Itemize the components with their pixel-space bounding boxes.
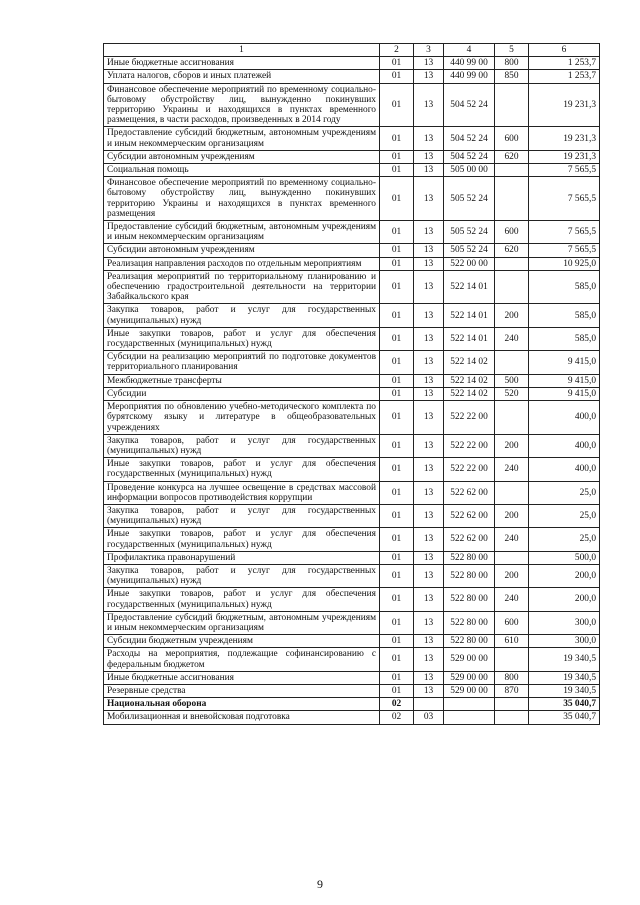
row-section-cell: 01 bbox=[380, 387, 414, 400]
page-number: 9 bbox=[317, 877, 323, 891]
row-subsection-cell: 13 bbox=[414, 150, 444, 163]
row-section-cell: 01 bbox=[380, 458, 414, 481]
row-amount-cell: 7 565,5 bbox=[529, 177, 600, 221]
row-target-article-cell: 522 14 02 bbox=[444, 387, 495, 400]
row-expense-type-cell bbox=[495, 551, 529, 564]
row-name-cell: Субсидии бюджетным учреждениям bbox=[104, 635, 380, 648]
row-amount-cell: 1 253,7 bbox=[529, 57, 600, 70]
row-target-article-cell: 504 52 24 bbox=[444, 83, 495, 127]
row-expense-type-cell bbox=[495, 270, 529, 304]
row-expense-type-cell bbox=[495, 648, 529, 671]
row-expense-type-cell: 870 bbox=[495, 684, 529, 697]
row-section-cell: 01 bbox=[380, 257, 414, 270]
row-amount-cell: 400,0 bbox=[529, 458, 600, 481]
table-row bbox=[104, 70, 600, 83]
row-name-cell: Иные закупки товаров, работ и услуг для обеспечения государственных (муниципальных) нужд bbox=[104, 327, 380, 350]
row-section-cell: 01 bbox=[380, 648, 414, 671]
row-section-cell: 01 bbox=[380, 481, 414, 504]
table-row bbox=[104, 387, 600, 400]
table-row bbox=[104, 244, 600, 257]
row-expense-type-cell: 200 bbox=[495, 564, 529, 587]
row-name-cell: Субсидии на реализацию мероприятий по подготовке документов территориального планирования bbox=[104, 351, 380, 374]
row-section-cell: 01 bbox=[380, 374, 414, 387]
row-target-article-cell: 505 00 00 bbox=[444, 164, 495, 177]
table-row bbox=[104, 177, 600, 221]
row-expense-type-cell: 620 bbox=[495, 150, 529, 163]
row-expense-type-cell: 850 bbox=[495, 70, 529, 83]
row-section-cell: 01 bbox=[380, 83, 414, 127]
row-target-article-cell: 522 80 00 bbox=[444, 551, 495, 564]
table-row bbox=[104, 221, 600, 244]
row-amount-cell: 585,0 bbox=[529, 327, 600, 350]
row-amount-cell: 7 565,5 bbox=[529, 164, 600, 177]
row-subsection-cell: 13 bbox=[414, 611, 444, 634]
table-row bbox=[104, 564, 600, 587]
row-section-cell: 01 bbox=[380, 611, 414, 634]
table-row bbox=[104, 504, 600, 527]
row-section-cell: 01 bbox=[380, 528, 414, 551]
row-expense-type-cell: 500 bbox=[495, 374, 529, 387]
row-name-cell: Закупка товаров, работ и услуг для государственных (муниципальных) нужд bbox=[104, 504, 380, 527]
row-section-cell: 01 bbox=[380, 304, 414, 327]
row-subsection-cell: 13 bbox=[414, 684, 444, 697]
row-amount-cell: 400,0 bbox=[529, 401, 600, 435]
row-target-article-cell: 522 80 00 bbox=[444, 588, 495, 611]
row-expense-type-cell bbox=[495, 177, 529, 221]
row-target-article-cell: 522 80 00 bbox=[444, 611, 495, 634]
row-subsection-cell: 13 bbox=[414, 564, 444, 587]
row-target-article-cell: 522 62 00 bbox=[444, 504, 495, 527]
table-row bbox=[104, 611, 600, 634]
row-section-cell: 01 bbox=[380, 588, 414, 611]
row-expense-type-cell: 600 bbox=[495, 611, 529, 634]
row-name-cell: Предоставление субсидий бюджетным, автономным учреждениям и иным некоммерческим организациям bbox=[104, 221, 380, 244]
row-amount-cell: 585,0 bbox=[529, 304, 600, 327]
row-subsection-cell: 13 bbox=[414, 177, 444, 221]
row-section-cell: 01 bbox=[380, 434, 414, 457]
row-section-cell: 01 bbox=[380, 244, 414, 257]
table-row bbox=[104, 648, 600, 671]
row-target-article-cell: 522 62 00 bbox=[444, 528, 495, 551]
row-name-cell: Уплата налогов, сборов и иных платежей bbox=[104, 70, 380, 83]
table-row bbox=[104, 671, 600, 684]
row-subsection-cell: 13 bbox=[414, 244, 444, 257]
table-row bbox=[104, 164, 600, 177]
row-target-article-cell: 522 22 00 bbox=[444, 401, 495, 435]
row-amount-cell: 19 231,3 bbox=[529, 150, 600, 163]
row-expense-type-cell: 240 bbox=[495, 588, 529, 611]
table-row bbox=[104, 57, 600, 70]
row-subsection-cell: 13 bbox=[414, 83, 444, 127]
row-name-cell: Реализация направления расходов по отдельным мероприятиям bbox=[104, 257, 380, 270]
row-subsection-cell: 13 bbox=[414, 221, 444, 244]
row-amount-cell: 7 565,5 bbox=[529, 221, 600, 244]
table-row bbox=[104, 588, 600, 611]
row-amount-cell: 10 925,0 bbox=[529, 257, 600, 270]
row-section-cell: 01 bbox=[380, 327, 414, 350]
row-amount-cell: 300,0 bbox=[529, 635, 600, 648]
row-target-article-cell: 529 00 00 bbox=[444, 684, 495, 697]
row-name-cell: Проведение конкурса на лучшее освещение в средствах массовой информации вопросов противодействия коррупции bbox=[104, 481, 380, 504]
row-subsection-cell: 13 bbox=[414, 551, 444, 564]
row-subsection-cell: 13 bbox=[414, 127, 444, 150]
row-amount-cell: 25,0 bbox=[529, 504, 600, 527]
row-amount-cell: 19 231,3 bbox=[529, 127, 600, 150]
row-amount-cell: 35 040,7 bbox=[529, 698, 600, 711]
row-section-cell: 02 bbox=[380, 698, 414, 711]
row-section-cell: 01 bbox=[380, 551, 414, 564]
row-amount-cell: 1 253,7 bbox=[529, 70, 600, 83]
row-name-cell: Закупка товаров, работ и услуг для государственных (муниципальных) нужд bbox=[104, 434, 380, 457]
row-name-cell: Социальная помощь bbox=[104, 164, 380, 177]
table-row bbox=[104, 551, 600, 564]
table-row bbox=[104, 83, 600, 127]
row-expense-type-cell: 610 bbox=[495, 635, 529, 648]
row-section-cell: 01 bbox=[380, 351, 414, 374]
row-amount-cell: 9 415,0 bbox=[529, 374, 600, 387]
row-subsection-cell: 13 bbox=[414, 528, 444, 551]
row-amount-cell: 200,0 bbox=[529, 588, 600, 611]
row-target-article-cell: 522 14 02 bbox=[444, 351, 495, 374]
row-subsection-cell: 13 bbox=[414, 588, 444, 611]
row-amount-cell: 200,0 bbox=[529, 564, 600, 587]
row-expense-type-cell bbox=[495, 481, 529, 504]
header-cell-2: 2 bbox=[380, 44, 414, 57]
row-name-cell: Закупка товаров, работ и услуг для государственных (муниципальных) нужд bbox=[104, 564, 380, 587]
row-amount-cell: 19 340,5 bbox=[529, 671, 600, 684]
row-expense-type-cell bbox=[495, 401, 529, 435]
table-row bbox=[104, 257, 600, 270]
row-section-cell: 01 bbox=[380, 401, 414, 435]
row-target-article-cell: 522 80 00 bbox=[444, 564, 495, 587]
row-name-cell: Предоставление субсидий бюджетным, автономным учреждениям и иным некоммерческим организациям bbox=[104, 611, 380, 634]
row-amount-cell: 9 415,0 bbox=[529, 387, 600, 400]
row-expense-type-cell: 600 bbox=[495, 127, 529, 150]
row-target-article-cell: 522 00 00 bbox=[444, 257, 495, 270]
row-target-article-cell: 529 00 00 bbox=[444, 648, 495, 671]
table-row bbox=[104, 270, 600, 304]
row-section-cell: 01 bbox=[380, 221, 414, 244]
table-row bbox=[104, 528, 600, 551]
row-name-cell: Иные бюджетные ассигнования bbox=[104, 671, 380, 684]
table-row bbox=[104, 698, 600, 711]
row-section-cell: 01 bbox=[380, 57, 414, 70]
table-row bbox=[104, 684, 600, 697]
row-expense-type-cell: 620 bbox=[495, 244, 529, 257]
row-section-cell: 01 bbox=[380, 504, 414, 527]
row-target-article-cell: 522 62 00 bbox=[444, 481, 495, 504]
row-subsection-cell: 03 bbox=[414, 711, 444, 724]
row-subsection-cell: 13 bbox=[414, 257, 444, 270]
row-target-article-cell: 522 14 01 bbox=[444, 327, 495, 350]
row-section-cell: 01 bbox=[380, 270, 414, 304]
row-target-article-cell: 505 52 24 bbox=[444, 221, 495, 244]
row-subsection-cell: 13 bbox=[414, 57, 444, 70]
row-subsection-cell: 13 bbox=[414, 374, 444, 387]
header-cell-6: 6 bbox=[529, 44, 600, 57]
row-amount-cell: 585,0 bbox=[529, 270, 600, 304]
row-section-cell: 01 bbox=[380, 150, 414, 163]
row-expense-type-cell: 800 bbox=[495, 57, 529, 70]
row-subsection-cell: 13 bbox=[414, 401, 444, 435]
row-name-cell: Иные закупки товаров, работ и услуг для обеспечения государственных (муниципальных) нужд bbox=[104, 588, 380, 611]
row-expense-type-cell: 200 bbox=[495, 504, 529, 527]
row-name-cell: Межбюджетные трансферты bbox=[104, 374, 380, 387]
row-target-article-cell: 522 22 00 bbox=[444, 434, 495, 457]
row-expense-type-cell bbox=[495, 351, 529, 374]
row-name-cell: Финансовое обеспечение мероприятий по временному социально-бытовому обустройству лиц, вынужденно покинувших территорию Украины и находящихся в пунктах временного размещения, в части расходов, произведенных в 2014 году bbox=[104, 83, 380, 127]
row-section-cell: 02 bbox=[380, 711, 414, 724]
row-name-cell: Иные закупки товаров, работ и услуг для обеспечения государственных (муниципальных) нужд bbox=[104, 458, 380, 481]
row-subsection-cell: 13 bbox=[414, 164, 444, 177]
table-row bbox=[104, 711, 600, 724]
row-expense-type-cell: 600 bbox=[495, 221, 529, 244]
table-header-row bbox=[104, 44, 600, 57]
row-subsection-cell: 13 bbox=[414, 70, 444, 83]
row-target-article-cell: 504 52 24 bbox=[444, 150, 495, 163]
row-target-article-cell: 529 00 00 bbox=[444, 671, 495, 684]
row-target-article-cell bbox=[444, 698, 495, 711]
row-amount-cell: 400,0 bbox=[529, 434, 600, 457]
row-subsection-cell: 13 bbox=[414, 504, 444, 527]
row-subsection-cell: 13 bbox=[414, 635, 444, 648]
row-expense-type-cell bbox=[495, 164, 529, 177]
row-section-cell: 01 bbox=[380, 127, 414, 150]
table-row bbox=[104, 635, 600, 648]
table-row bbox=[104, 458, 600, 481]
row-amount-cell: 7 565,5 bbox=[529, 244, 600, 257]
row-target-article-cell: 522 80 00 bbox=[444, 635, 495, 648]
row-name-cell: Мероприятия по обновлению учебно-методического комплекта по бурятскому языку и литературе в общеобразовательных учреждениях bbox=[104, 401, 380, 435]
row-amount-cell: 9 415,0 bbox=[529, 351, 600, 374]
table-row bbox=[104, 127, 600, 150]
row-target-article-cell: 505 52 24 bbox=[444, 244, 495, 257]
row-expense-type-cell: 240 bbox=[495, 528, 529, 551]
row-target-article-cell: 522 14 01 bbox=[444, 304, 495, 327]
row-subsection-cell: 13 bbox=[414, 304, 444, 327]
row-expense-type-cell bbox=[495, 711, 529, 724]
table-row bbox=[104, 481, 600, 504]
row-expense-type-cell bbox=[495, 257, 529, 270]
table-row bbox=[104, 150, 600, 163]
table-row bbox=[104, 434, 600, 457]
row-target-article-cell: 504 52 24 bbox=[444, 127, 495, 150]
row-section-cell: 01 bbox=[380, 564, 414, 587]
row-amount-cell: 19 340,5 bbox=[529, 684, 600, 697]
row-name-cell: Субсидии автономным учреждениям bbox=[104, 244, 380, 257]
row-subsection-cell: 13 bbox=[414, 481, 444, 504]
row-subsection-cell bbox=[414, 698, 444, 711]
row-subsection-cell: 13 bbox=[414, 434, 444, 457]
row-name-cell: Закупка товаров, работ и услуг для государственных (муниципальных) нужд bbox=[104, 304, 380, 327]
row-target-article-cell: 440 99 00 bbox=[444, 57, 495, 70]
row-target-article-cell bbox=[444, 711, 495, 724]
row-target-article-cell: 522 22 00 bbox=[444, 458, 495, 481]
row-section-cell: 01 bbox=[380, 164, 414, 177]
header-cell-1: 1 bbox=[104, 44, 380, 57]
row-amount-cell: 300,0 bbox=[529, 611, 600, 634]
row-subsection-cell: 13 bbox=[414, 327, 444, 350]
row-section-cell: 01 bbox=[380, 635, 414, 648]
row-name-cell: Финансовое обеспечение мероприятий по временному социально-бытовому обустройству лиц, вынужденно покинувших территорию Украины и находящихся в пунктах временного размещения bbox=[104, 177, 380, 221]
row-expense-type-cell: 800 bbox=[495, 671, 529, 684]
table-row bbox=[104, 327, 600, 350]
row-expense-type-cell: 520 bbox=[495, 387, 529, 400]
row-amount-cell: 500,0 bbox=[529, 551, 600, 564]
row-name-cell: Национальная оборона bbox=[104, 698, 380, 711]
row-target-article-cell: 522 14 02 bbox=[444, 374, 495, 387]
row-name-cell: Иные бюджетные ассигнования bbox=[104, 57, 380, 70]
row-name-cell: Профилактика правонарушений bbox=[104, 551, 380, 564]
table-row bbox=[104, 304, 600, 327]
budget-table bbox=[103, 43, 600, 725]
row-amount-cell: 19 231,3 bbox=[529, 83, 600, 127]
row-name-cell: Реализация мероприятий по территориальному планированию и обеспечению градостроительной деятельности на территории Забайкальского края bbox=[104, 270, 380, 304]
row-section-cell: 01 bbox=[380, 684, 414, 697]
row-section-cell: 01 bbox=[380, 70, 414, 83]
row-name-cell: Иные закупки товаров, работ и услуг для обеспечения государственных (муниципальных) нужд bbox=[104, 528, 380, 551]
row-subsection-cell: 13 bbox=[414, 648, 444, 671]
row-subsection-cell: 13 bbox=[414, 671, 444, 684]
row-name-cell: Предоставление субсидий бюджетным, автономным учреждениям и иным некоммерческим организациям bbox=[104, 127, 380, 150]
header-cell-4: 4 bbox=[444, 44, 495, 57]
row-amount-cell: 25,0 bbox=[529, 528, 600, 551]
row-amount-cell: 35 040,7 bbox=[529, 711, 600, 724]
row-subsection-cell: 13 bbox=[414, 270, 444, 304]
row-expense-type-cell: 240 bbox=[495, 327, 529, 350]
table-row bbox=[104, 374, 600, 387]
row-subsection-cell: 13 bbox=[414, 387, 444, 400]
table-row bbox=[104, 401, 600, 435]
row-target-article-cell: 505 52 24 bbox=[444, 177, 495, 221]
row-expense-type-cell: 240 bbox=[495, 458, 529, 481]
row-target-article-cell: 440 99 00 bbox=[444, 70, 495, 83]
row-amount-cell: 25,0 bbox=[529, 481, 600, 504]
row-target-article-cell: 522 14 01 bbox=[444, 270, 495, 304]
row-section-cell: 01 bbox=[380, 177, 414, 221]
row-amount-cell: 19 340,5 bbox=[529, 648, 600, 671]
row-name-cell: Субсидии bbox=[104, 387, 380, 400]
row-expense-type-cell: 200 bbox=[495, 304, 529, 327]
row-name-cell: Субсидии автономным учреждениям bbox=[104, 150, 380, 163]
row-expense-type-cell bbox=[495, 83, 529, 127]
row-name-cell: Расходы на мероприятия, подлежащие софинансированию с федеральным бюджетом bbox=[104, 648, 380, 671]
row-name-cell: Резервные средства bbox=[104, 684, 380, 697]
row-section-cell: 01 bbox=[380, 671, 414, 684]
header-cell-3: 3 bbox=[414, 44, 444, 57]
header-cell-5: 5 bbox=[495, 44, 529, 57]
row-subsection-cell: 13 bbox=[414, 458, 444, 481]
row-name-cell: Мобилизационная и вневойсковая подготовка bbox=[104, 711, 380, 724]
row-expense-type-cell bbox=[495, 698, 529, 711]
row-expense-type-cell: 200 bbox=[495, 434, 529, 457]
row-subsection-cell: 13 bbox=[414, 351, 444, 374]
table-row bbox=[104, 351, 600, 374]
